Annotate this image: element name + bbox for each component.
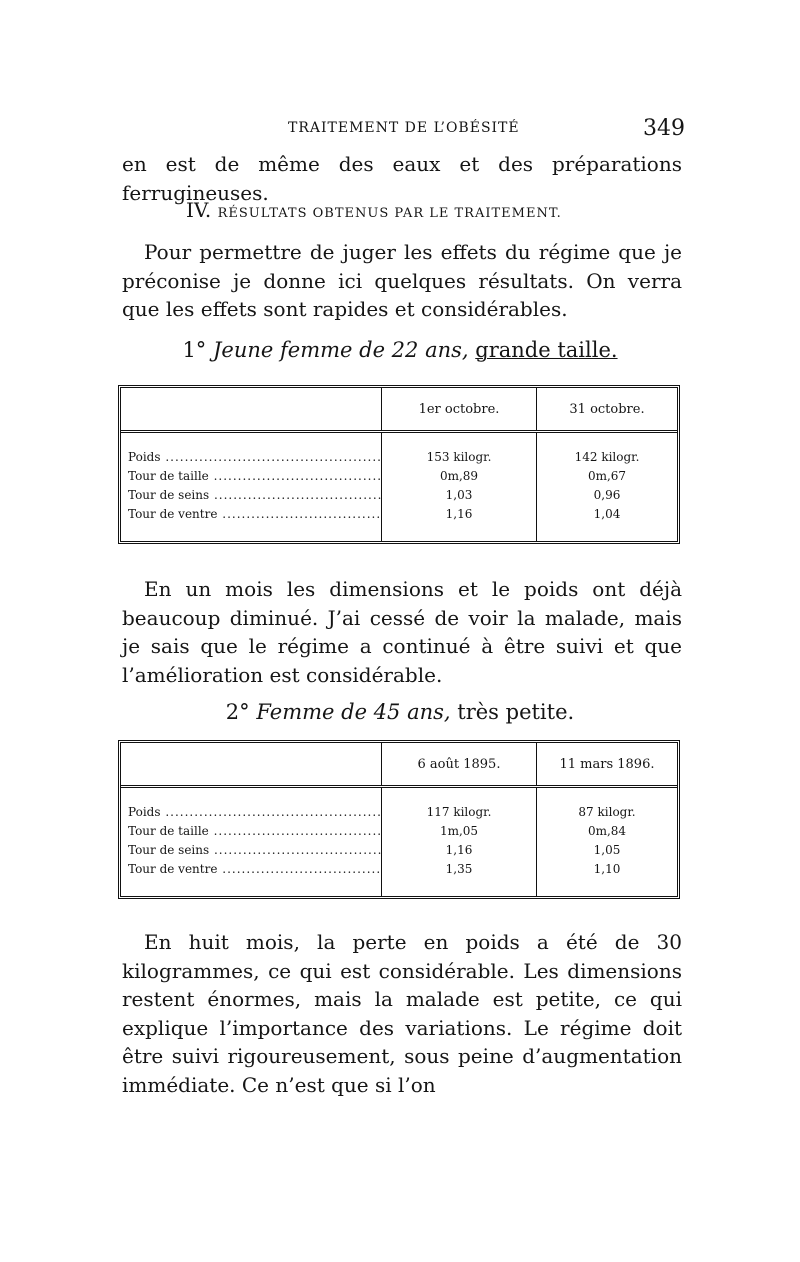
paragraph-ferrugineuses: en est de même des eaux et des préparations ferrugineuses. [122, 152, 682, 205]
row-value-1: 1,16 [382, 504, 537, 523]
row-value-2: 87 kilogr. [537, 802, 678, 821]
row-value-1: 153 kilogr. [382, 447, 537, 466]
case-2-number: 2° [225, 700, 250, 724]
row-label: Tour de ventre ..... [121, 504, 382, 523]
table-row [121, 466, 677, 485]
header-blank [121, 743, 382, 787]
table-row [121, 504, 677, 523]
case-1-number: 1° [182, 338, 207, 362]
table-row [121, 802, 677, 821]
case-2-description: très petite. [457, 700, 575, 724]
paragraph-results-intro: Pour permettre de juger les effets du régime que je préconise je donne ici quelques résultats. On verra que les effets sont rapides et considérables. [122, 240, 682, 321]
row-label: Poids ..... [121, 447, 382, 466]
table-row [121, 821, 677, 840]
table-header-row [121, 743, 677, 787]
header-blank [121, 388, 382, 432]
row-value-2: 0,96 [537, 485, 678, 504]
section-heading [186, 198, 562, 222]
row-value-2: 1,10 [537, 859, 678, 878]
table-row [121, 840, 677, 859]
table-row [121, 447, 677, 466]
running-head [120, 116, 685, 144]
paragraph-case-2-result: En huit mois, la perte en poids a été de 30 kilogrammes, ce qui est considérable. Les dimensions restent énormes, mais la malade est petite, ce qui explique l’importance des variations. Le régime doit être suivi rigoureusement, sous peine d’augmentation immédiate. Ce n’est que si l’on [122, 930, 682, 1097]
table-header-row [121, 388, 677, 432]
row-label: Tour de taille ..... [121, 821, 382, 840]
row-value-2: 142 kilogr. [537, 447, 678, 466]
section-title: RÉSULTATS OBTENUS PAR LE TRAITEMENT. [217, 206, 562, 221]
header-date-1: 1er octobre. [382, 388, 537, 432]
case-1-heading [0, 338, 800, 362]
row-value-2: 0m,84 [537, 821, 678, 840]
row-label: Tour de ventre ..... [121, 859, 382, 878]
row-value-1: 1,03 [382, 485, 537, 504]
table-case-2 [118, 740, 680, 899]
row-value-1: 1,16 [382, 840, 537, 859]
case-2-subject: Femme de 45 ans, [256, 700, 451, 724]
row-value-1: 1,35 [382, 859, 537, 878]
row-label: Poids ..... [121, 802, 382, 821]
row-value-1: 117 kilogr. [382, 802, 537, 821]
row-value-1: 1m,05 [382, 821, 537, 840]
header-date-2: 31 octobre. [537, 388, 678, 432]
case-2-heading [0, 700, 800, 724]
table-case-1 [118, 385, 680, 544]
table-row [121, 485, 677, 504]
section-numeral: IV. [186, 198, 212, 222]
row-label: Tour de taille ..... [121, 466, 382, 485]
case-1-description: grande taille. [475, 338, 618, 362]
row-value-2: 1,04 [537, 504, 678, 523]
case-1-subject: Jeune femme de 22 ans, [213, 338, 469, 362]
header-date-2: 11 mars 1896. [537, 743, 678, 787]
header-date-1: 6 août 1895. [382, 743, 537, 787]
paragraph-case-1-result: En un mois les dimensions et le poids ont déjà beaucoup diminué. J’ai cessé de voir la malade, mais je sais que le régime a continué à être suivi et que l’amélioration est considérable. [122, 577, 682, 687]
row-value-2: 0m,67 [537, 466, 678, 485]
page-number: 349 [643, 116, 685, 141]
row-value-1: 0m,89 [382, 466, 537, 485]
table-row [121, 859, 677, 878]
row-label: Tour de seins ..... [121, 485, 382, 504]
row-value-2: 1,05 [537, 840, 678, 859]
row-label: Tour de seins ..... [121, 840, 382, 859]
running-title: TRAITEMENT DE L’OBÉSITÉ [288, 120, 520, 136]
